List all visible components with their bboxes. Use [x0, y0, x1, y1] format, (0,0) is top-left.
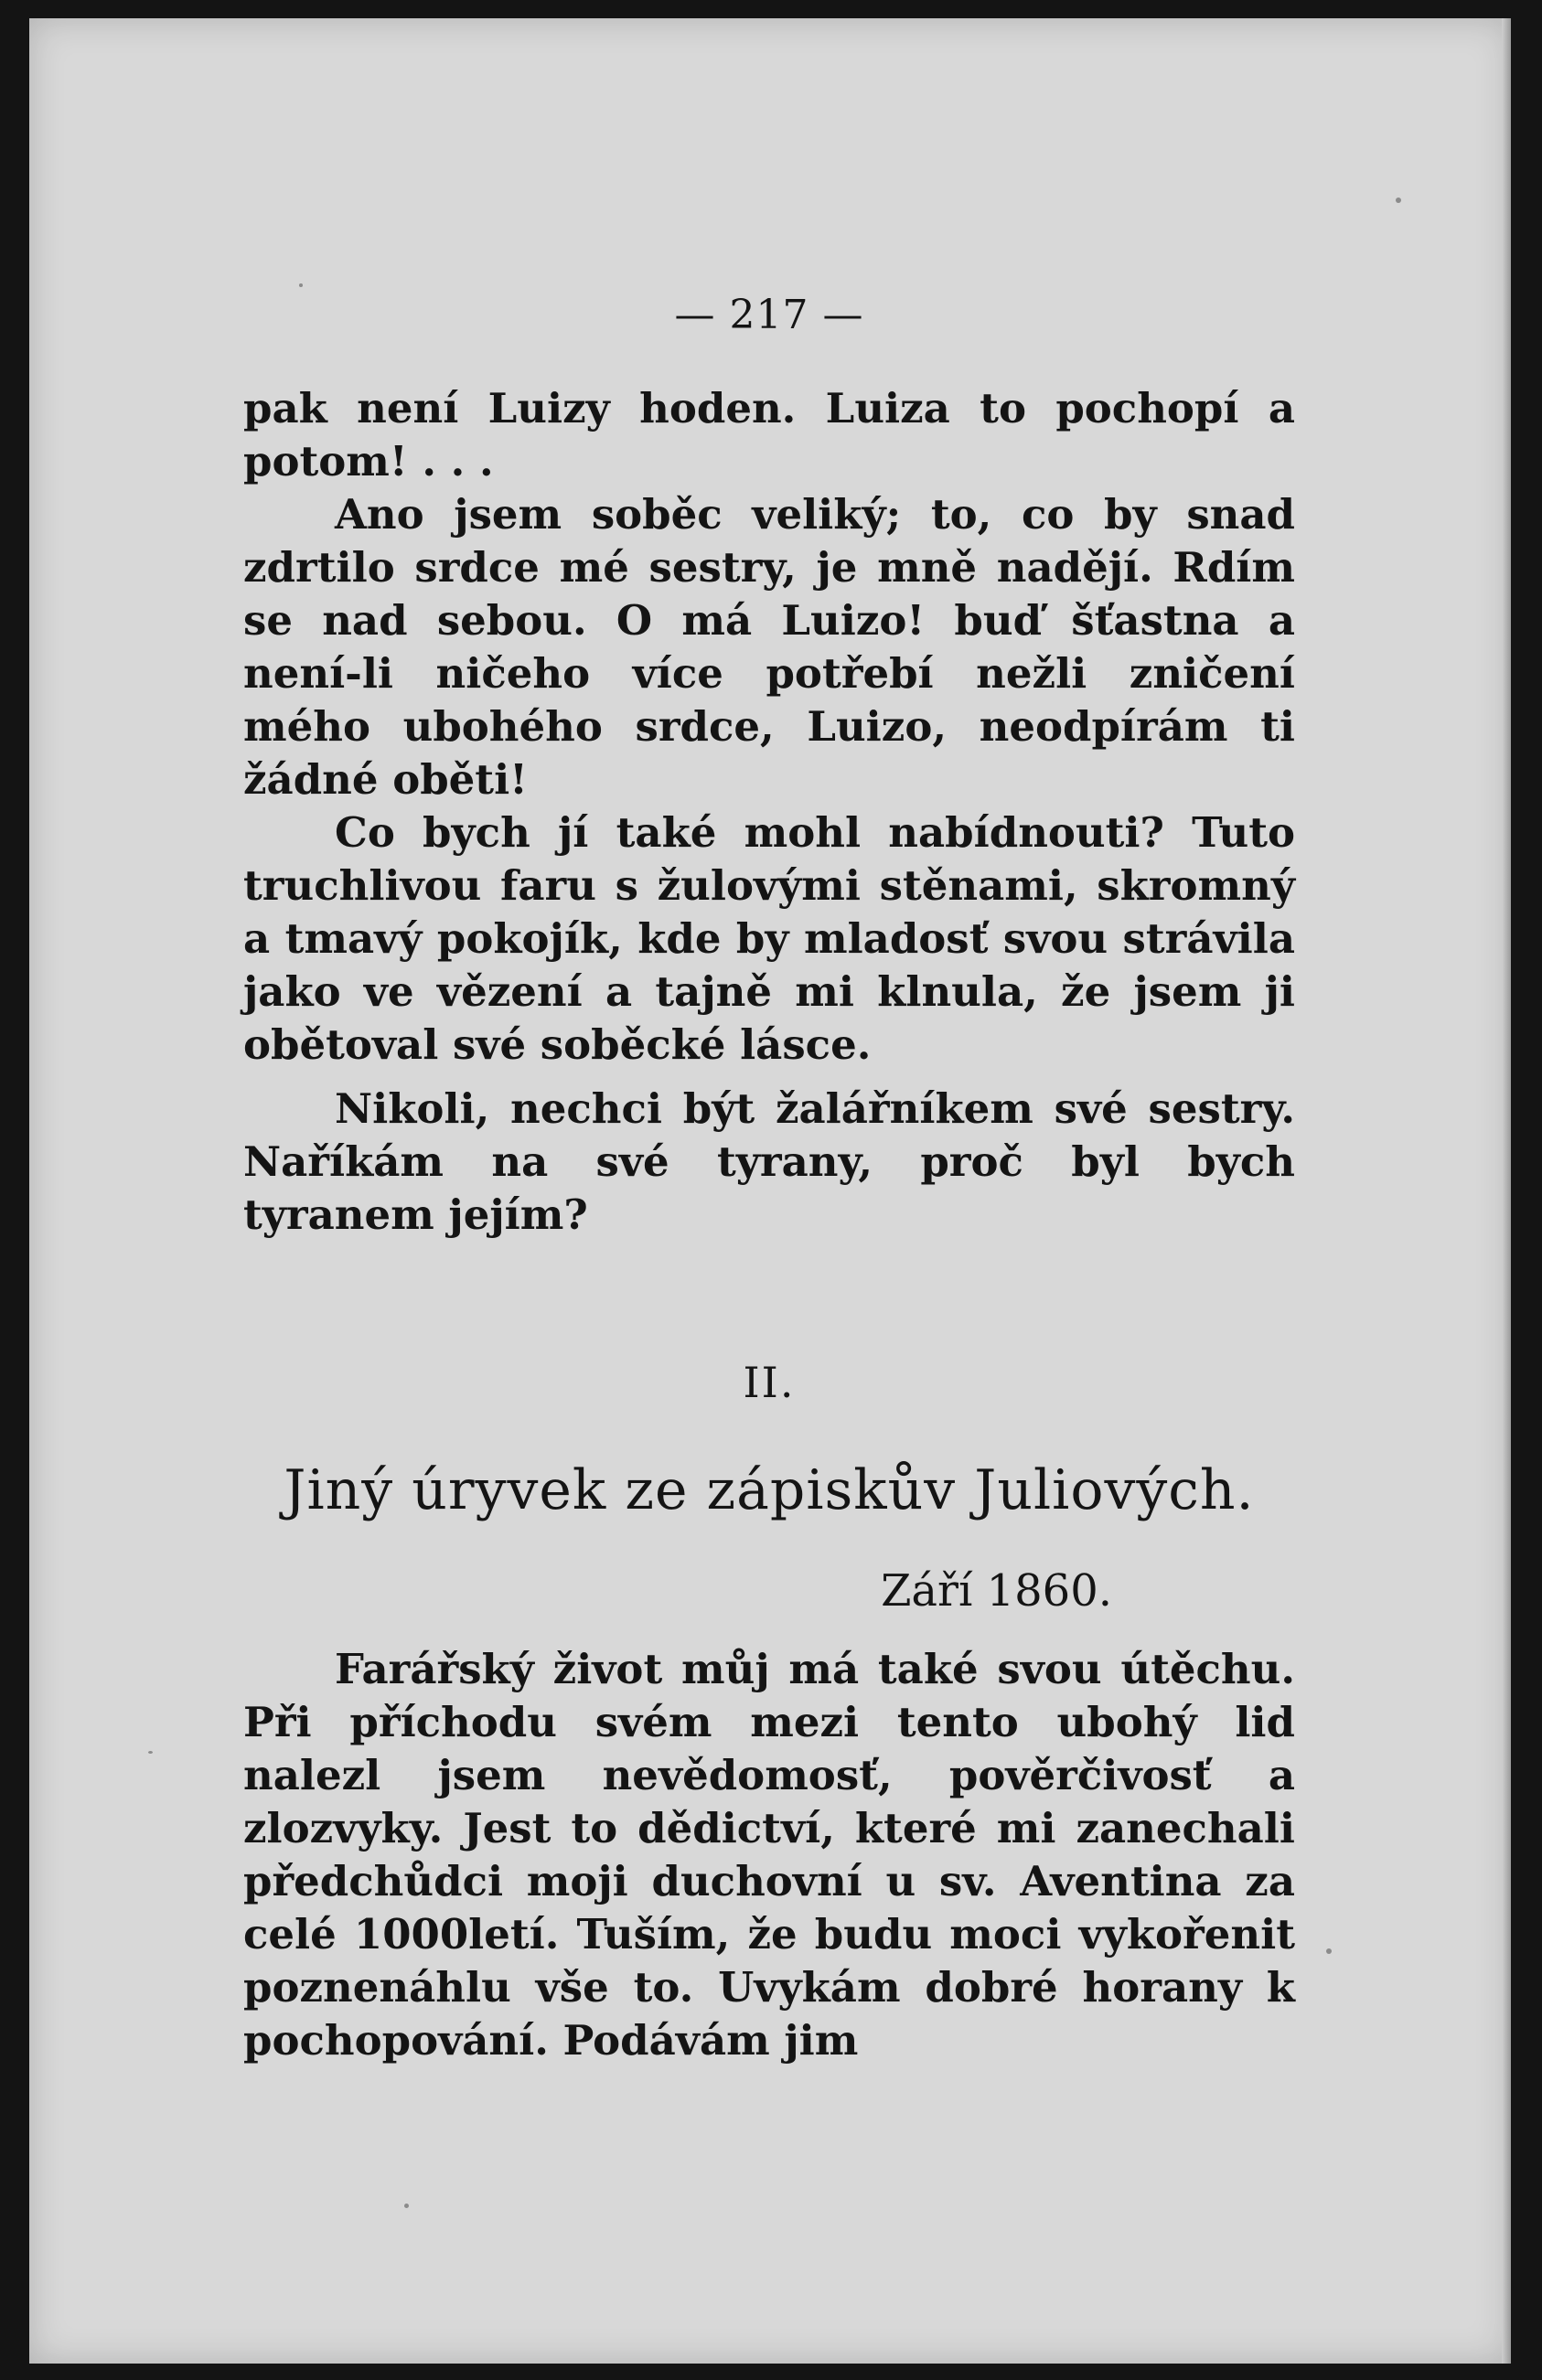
dust-speck: [148, 1751, 153, 1754]
dust-speck: [1396, 197, 1401, 203]
paragraph: pak není Luizy hoden. Luiza to pochopí a potom! . . .: [243, 384, 1295, 486]
dust-speck: [299, 283, 303, 287]
paragraph: Farářský život můj má také svou útěchu. Při příchodu svém mezi tento ubohý lid nalezl jsem nevědomosť, pověrčivosť a zlozvyky. Jest to dědictví, které mi zanechali předchůdci moji duchovní u sv. Aventina za celé 1000letí. Tuším, že budu moci vykořenit poznenáhlu vše to. Uvykám dobré horany k pochopování. Podávám jim: [243, 1645, 1295, 2065]
paragraph: Co bych jí také mohl nabídnouti? Tuto truchlivou faru s žulovými stěnami, skromný a tmavý pokojík, kde by mladosť svou strávila jako ve vězení a tajně mi klnula, že jsem ji obětoval své soběcké lásce.: [243, 808, 1295, 1069]
dust-speck: [1326, 1948, 1332, 1954]
page-edge-shadow: [1502, 18, 1511, 2364]
chapter-number: II.: [743, 1358, 796, 1407]
scanned-page: [29, 18, 1511, 2364]
chapter-title: Jiný úryvek ze zápiskův Juliových.: [284, 1458, 1255, 1522]
page-content: [243, 289, 1295, 2067]
paragraph: Nikoli, nechci být žalářníkem své sestry. Naříkám na své tyrany, proč byl bych tyranem jejím?: [243, 1084, 1295, 1239]
entry-date: Září 1860.: [881, 1565, 1112, 1617]
paragraph: Ano jsem soběc veliký; to, co by snad zdrtilo srdce mé sestry, je mně nadějí. Rdím se nad sebou. O má Luizo! buď šťastna a není-li ničeho více potřebí nežli zničení mého ubohého srdce, Luizo, neodpírám ti žádné oběti!: [243, 490, 1295, 804]
page-number: — 217 —: [674, 292, 864, 338]
dust-speck: [404, 2204, 409, 2208]
